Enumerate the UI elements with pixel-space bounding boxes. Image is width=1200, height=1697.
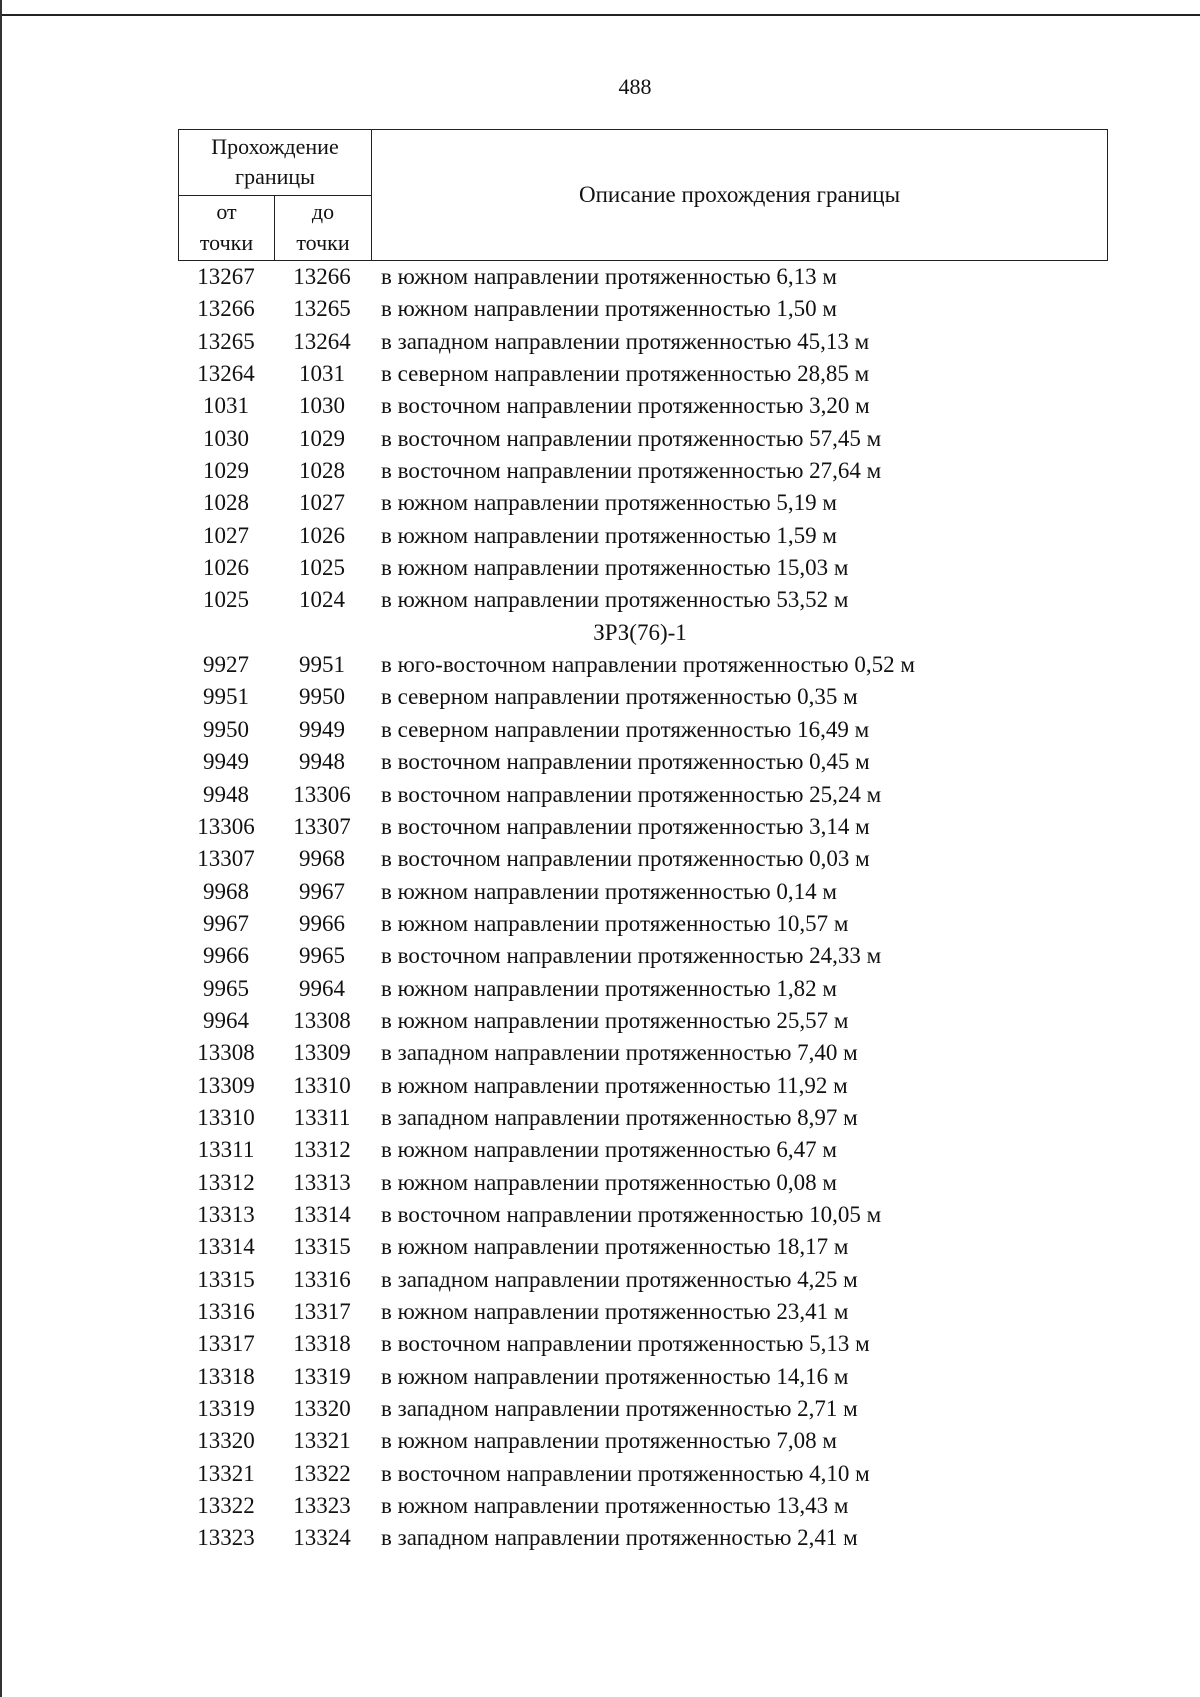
to-point-cell: 13307: [293, 813, 351, 839]
description-cell: в северном направлении протяженностью 16,49 м: [381, 716, 870, 742]
to-point-cell: 1028: [299, 458, 345, 484]
table-row: [0, 326, 1200, 358]
from-point-cell: 13264: [197, 361, 255, 387]
table-row: [0, 843, 1200, 875]
to-point-cell: 9964: [299, 975, 345, 1001]
table-row: [0, 908, 1200, 940]
header-to-line2: точки: [296, 230, 350, 255]
table-row: [0, 487, 1200, 519]
table-row: [0, 1037, 1200, 1069]
from-point-cell: 13313: [197, 1201, 255, 1227]
to-point-cell: 13306: [293, 781, 351, 807]
header-passage-line2: границы: [235, 164, 315, 189]
to-point-cell: 13312: [293, 1137, 351, 1163]
table-row: [0, 1264, 1200, 1296]
from-point-cell: 1029: [203, 458, 249, 484]
from-point-cell: 13315: [197, 1266, 255, 1292]
description-cell: в южном направлении протяженностью 0,08 м: [381, 1169, 837, 1195]
from-point-cell: 9966: [203, 943, 249, 969]
table-row: [0, 1134, 1200, 1166]
from-point-cell: 9927: [203, 652, 249, 678]
from-point-cell: 13321: [197, 1460, 255, 1486]
from-point-cell: 13309: [197, 1072, 255, 1098]
from-point-cell: 1027: [203, 522, 249, 548]
table-row: [0, 1490, 1200, 1522]
to-point-cell: 13308: [293, 1007, 351, 1033]
from-point-cell: 9965: [203, 975, 249, 1001]
description-cell: в восточном направлении протяженностью 10,05 м: [381, 1201, 882, 1227]
description-cell: в юго-восточном направлении протяженностью 0,52 м: [381, 652, 915, 678]
description-cell: в восточном направлении протяженностью 4,10 м: [381, 1460, 870, 1486]
description-cell: в восточном направлении протяженностью 57,45 м: [381, 425, 882, 451]
table-row: [0, 649, 1200, 681]
description-cell: в южном направлении протяженностью 1,82 м: [381, 975, 837, 1001]
from-point-cell: 13316: [197, 1299, 255, 1324]
header-from-line2: точки: [199, 230, 254, 255]
to-point-cell: 13311: [293, 1104, 351, 1130]
description-cell: в южном направлении протяженностью 18,17 м: [381, 1234, 849, 1260]
to-point-cell: 13317: [293, 1299, 351, 1324]
to-point-cell: 9949: [299, 716, 345, 742]
header-to-point: [275, 196, 371, 260]
description-cell: в южном направлении протяженностью 6,47 м: [381, 1137, 837, 1163]
header-passage: [179, 130, 371, 196]
to-point-cell: 13310: [293, 1072, 351, 1098]
description-cell: в северном направлении протяженностью 28,85 м: [381, 361, 870, 387]
description-cell: в южном направлении протяженностью 25,57 м: [381, 1007, 849, 1033]
table-row: [0, 358, 1200, 390]
table-row: [0, 1361, 1200, 1393]
from-point-cell: 13318: [197, 1363, 255, 1389]
description-cell: в южном направлении протяженностью 53,52 м: [381, 587, 849, 613]
table-row: [0, 455, 1200, 487]
table-row: [0, 681, 1200, 713]
from-point-cell: 13265: [197, 328, 255, 354]
description-cell: в южном направлении протяженностью 10,57 м: [381, 910, 849, 936]
to-point-cell: 1027: [299, 490, 345, 516]
to-point-cell: 13265: [293, 296, 351, 322]
table-row: [0, 811, 1200, 843]
to-point-cell: 9965: [299, 943, 345, 969]
description-cell: в восточном направлении протяженностью 3,14 м: [381, 813, 870, 839]
to-point-cell: 1029: [299, 425, 345, 451]
from-point-cell: 1025: [203, 587, 249, 613]
to-point-cell: 1031: [299, 361, 345, 387]
from-point-cell: 9968: [203, 878, 249, 904]
from-point-cell: 13319: [197, 1396, 255, 1422]
description-cell: в южном направлении протяженностью 5,19 м: [381, 490, 837, 516]
from-point-cell: 1030: [203, 425, 249, 451]
from-point-cell: 13322: [197, 1493, 255, 1519]
description-cell: в северном направлении протяженностью 0,35 м: [381, 684, 858, 710]
header-from-point: [179, 196, 275, 260]
to-point-cell: 13316: [293, 1266, 351, 1292]
from-point-cell: 13266: [197, 296, 255, 322]
header-to-line1: до: [311, 199, 335, 224]
table-row: [0, 1231, 1200, 1263]
description-cell: в западном направлении протяженностью 7,40 м: [381, 1040, 858, 1066]
table-row: [0, 1296, 1200, 1328]
to-point-cell: 13322: [293, 1460, 351, 1486]
description-cell: в южном направлении протяженностью 23,41 м: [381, 1299, 849, 1324]
from-point-cell: 1028: [203, 490, 249, 516]
to-point-cell: 13323: [293, 1493, 351, 1519]
to-point-cell: 9966: [299, 910, 345, 936]
header-description: Описание прохождения границы: [578, 182, 901, 207]
description-cell: в восточном направлении протяженностью 27,64 м: [381, 458, 882, 484]
from-point-cell: 13320: [197, 1428, 255, 1454]
page-number: 488: [618, 74, 652, 99]
to-point-cell: 13320: [293, 1396, 351, 1422]
table-row: [0, 520, 1200, 552]
to-point-cell: 9968: [299, 846, 345, 872]
from-point-cell: 13312: [197, 1169, 255, 1195]
description-cell: в западном направлении протяженностью 8,97 м: [381, 1104, 858, 1130]
description-cell: в южном направлении протяженностью 0,14 м: [381, 878, 837, 904]
to-point-cell: 13319: [293, 1363, 351, 1389]
to-point-cell: 9950: [299, 684, 345, 710]
description-cell: в западном направлении протяженностью 4,25 м: [381, 1266, 858, 1292]
from-point-cell: 9948: [203, 781, 249, 807]
table-row: [0, 1005, 1200, 1037]
description-cell: в восточном направлении протяженностью 0,45 м: [381, 749, 870, 775]
table-row: [0, 1167, 1200, 1199]
from-point-cell: 13314: [197, 1234, 255, 1260]
description-cell: в южном направлении протяженностью 7,08 м: [381, 1428, 837, 1454]
description-cell: в южном направлении протяженностью 13,43 м: [381, 1493, 849, 1519]
table-body: [0, 261, 1200, 1555]
from-point-cell: 9967: [203, 910, 249, 936]
description-cell: в восточном направлении протяженностью 3,20 м: [381, 393, 870, 419]
description-cell: в южном направлении протяженностью 1,50 м: [381, 296, 837, 322]
to-point-cell: 1024: [299, 587, 345, 613]
to-point-cell: 13321: [293, 1428, 351, 1454]
description-cell: в восточном направлении протяженностью 25,24 м: [381, 781, 882, 807]
to-point-cell: 1026: [299, 522, 345, 548]
table-header: [178, 129, 1108, 261]
table-row: [0, 584, 1200, 616]
to-point-cell: 9948: [299, 749, 345, 775]
description-cell: в западном направлении протяженностью 45,13 м: [381, 328, 870, 354]
from-point-cell: 1026: [203, 555, 249, 581]
from-point-cell: 13317: [197, 1331, 255, 1357]
table-row: [0, 973, 1200, 1005]
to-point-cell: 13318: [293, 1331, 351, 1357]
to-point-cell: 13264: [293, 328, 351, 354]
to-point-cell: 9967: [299, 878, 345, 904]
from-point-cell: 9951: [203, 684, 249, 710]
table-row: [0, 1393, 1200, 1425]
description-cell: в южном направлении протяженностью 11,92 м: [381, 1072, 848, 1098]
header-passage-line1: Прохождение: [211, 134, 339, 159]
description-cell: в восточном направлении протяженностью 24,33 м: [381, 943, 882, 969]
description-cell: в восточном направлении протяженностью 5,13 м: [381, 1331, 870, 1357]
table-row: [0, 714, 1200, 746]
from-point-cell: 9950: [203, 716, 249, 742]
from-point-cell: 13311: [197, 1137, 255, 1163]
to-point-cell: 9951: [299, 652, 345, 678]
table-row: [0, 390, 1200, 422]
description-cell: в южном направлении протяженностью 14,16 м: [381, 1363, 849, 1389]
table-row: [0, 1199, 1200, 1231]
table-row: [0, 940, 1200, 972]
to-point-cell: 13324: [293, 1525, 351, 1551]
from-point-cell: 13307: [197, 846, 255, 872]
to-point-cell: 13313: [293, 1169, 351, 1195]
section-heading-row: [0, 617, 1200, 649]
to-point-cell: 13309: [293, 1040, 351, 1066]
from-point-cell: 13308: [197, 1040, 255, 1066]
to-point-cell: 13266: [293, 264, 351, 289]
table-row: [0, 1458, 1200, 1490]
table-row: [0, 1425, 1200, 1457]
description-cell: в южном направлении протяженностью 15,03 м: [381, 555, 849, 581]
header-from-line1: от: [216, 199, 237, 224]
section-heading: ЗРЗ(76)-1: [593, 619, 687, 645]
description-cell: в южном направлении протяженностью 1,59 м: [381, 522, 837, 548]
to-point-cell: 1025: [299, 555, 345, 581]
from-point-cell: 9949: [203, 749, 249, 775]
table-row: [0, 261, 1200, 293]
description-cell: в западном направлении протяженностью 2,41 м: [381, 1525, 858, 1551]
to-point-cell: 13315: [293, 1234, 351, 1260]
to-point-cell: 1030: [299, 393, 345, 419]
table-row: [0, 1070, 1200, 1102]
description-cell: в южном направлении протяженностью 6,13 м: [381, 264, 837, 289]
table-row: [0, 1102, 1200, 1134]
description-cell: в западном направлении протяженностью 2,71 м: [381, 1396, 858, 1422]
table-row: [0, 423, 1200, 455]
from-point-cell: 13323: [197, 1525, 255, 1551]
table-row: [0, 746, 1200, 778]
table-row: [0, 1328, 1200, 1360]
from-point-cell: 13267: [197, 264, 255, 289]
from-point-cell: 13310: [197, 1104, 255, 1130]
table-row: [0, 779, 1200, 811]
table-row: [0, 552, 1200, 584]
from-point-cell: 13306: [197, 813, 255, 839]
from-point-cell: 1031: [203, 393, 249, 419]
table-row: [0, 293, 1200, 325]
header-passage-group: [179, 130, 372, 260]
description-cell: в восточном направлении протяженностью 0,03 м: [381, 846, 870, 872]
scan-edge-top: [0, 0, 1200, 16]
from-point-cell: 9964: [203, 1007, 249, 1033]
table-row: [0, 876, 1200, 908]
to-point-cell: 13314: [293, 1201, 351, 1227]
table-row: [0, 1522, 1200, 1554]
